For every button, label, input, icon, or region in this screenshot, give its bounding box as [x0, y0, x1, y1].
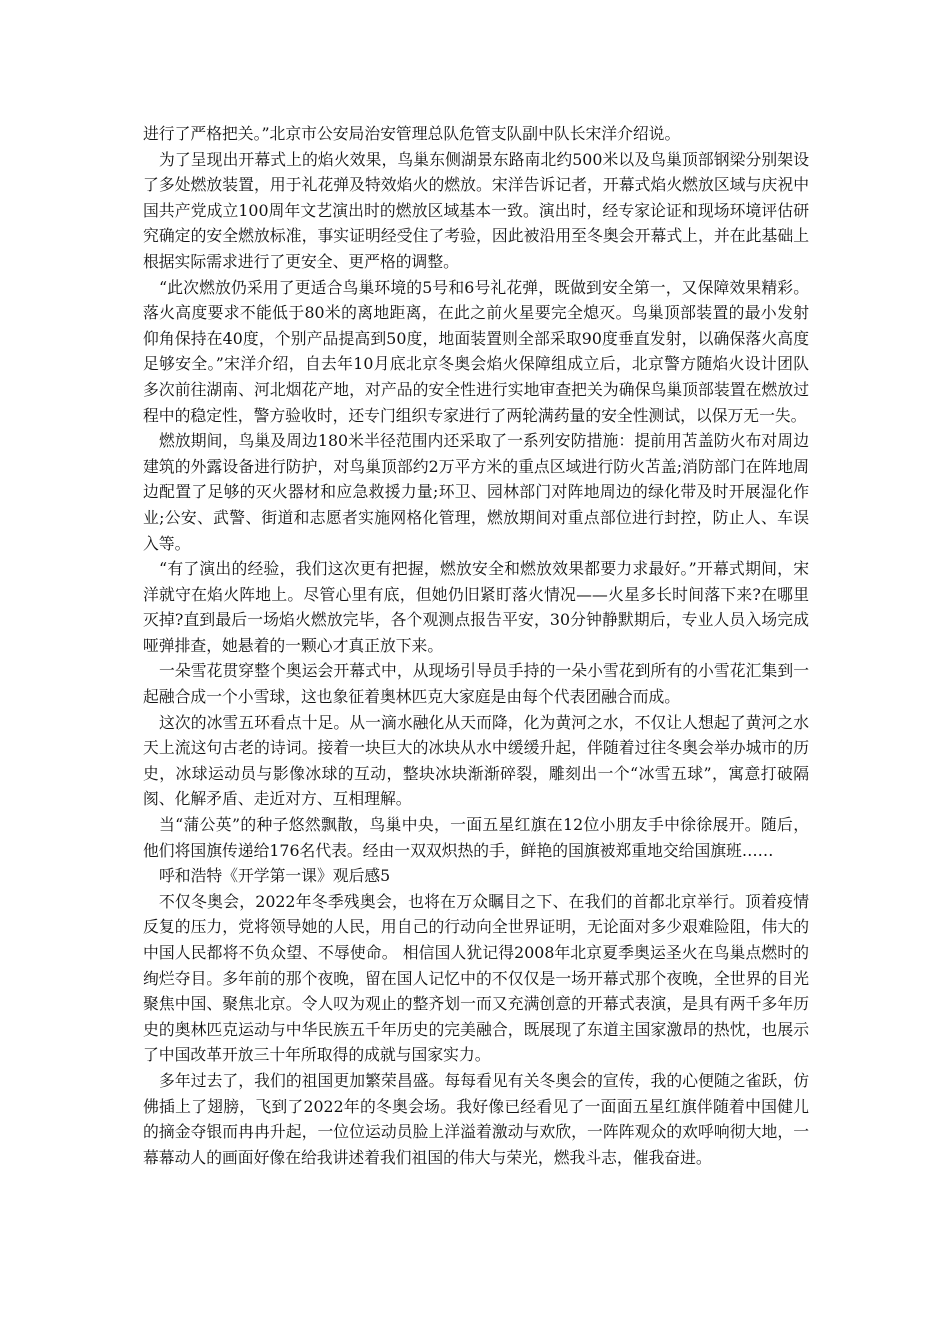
paragraph-performance-experience: “有了演出的经验，我们这次更有把握，燃放安全和燃放效果都要力求最好。”开幕式期间，宋洋就守在焰火阵地上。尽管心里有底，但她仍旧紧盯落火情况——火星多长时间落下来?在哪里灭掉?直到最后一场焰火燃放完毕，各个观测点报告平安，30分钟静默期后，专业人员入场完成哑弹排查，她悬着的一颗心才真正放下来。: [143, 559, 809, 655]
section-heading: 呼和浩特《开学第一课》观后感5: [159, 866, 391, 886]
paragraph-paralympics: 不仅冬奥会，2022年冬季残奥会，也将在万众瞩目之下、在我们的首都北京举行。顶着疫情反复的压力，党将领导她的人民，用自己的行动向全世界证明，无论面对多少艰难险阻，伟大的中国人民都将不负众望、不辱使命。 相信国人犹记得2008年北京夏季奥运圣火在鸟巢点燃时的绚烂夺目。多年前的那个夜晚，留在国人记忆中的不仅仅是一场开幕式那个夜晚，全世界的目光聚焦中国、聚焦北京。令人叹为观止的整齐划一而又充满创意的开幕式表演，是具有两千多年历史的奥林匹克运动与中华民族五千年历史的完美融合，既展现了东道主国家激昂的热忱，也展示了中国改革开放三十年所取得的成就与国家实力。: [143, 891, 809, 1065]
paragraph-fireworks-devices: 为了呈现出开幕式上的焰火效果，鸟巢东侧湖景东路南北约500米以及鸟巢顶部钢梁分别架设了多处燃放装置，用于礼花弹及特效焰火的燃放。宋洋告诉记者，开幕式焰火燃放区域与庆祝中国共产党成立100周年文艺演出时的燃放区域基本一致。演出时，经专家论证和现场环境评估研究确定的安全燃放标准，事实证明经受住了考验，因此被沿用至冬奥会开幕式上，并在此基础上根据实际需求进行了更安全、更严格的调整。: [143, 149, 809, 271]
paragraph-fireworks-shells: “此次燃放仍采用了更适合鸟巢环境的5号和6号礼花弹，既做到安全第一，又保障效果精彩。落火高度要求不能低于80米的离地距离，在此之前火星要完全熄灭。鸟巢顶部装置的最小发射仰角保持在40度，个别产品提高到50度，地面装置则全部采取90度垂直发射，以确保落火高度足够安全。”宋洋介绍，自去年10月底北京冬奥会焰火保障组成立后，北京警方随焰火设计团队多次前往湖南、河北烟花产地，对产品的安全性进行实地审查把关为确保鸟巢顶部装置在燃放过程中的稳定性，警方验收时，还专门组织专家进行了两轮满药量的安全性测试，以保万无一失。: [143, 277, 809, 425]
paragraph-snowflake: 一朵雪花贯穿整个奥运会开幕式中，从现场引导员手持的一朵小雪花到所有的小雪花汇集到一起融合成一个小雪球，这也象征着奥林匹克大家庭是由每个代表团融合而成。: [143, 661, 809, 707]
paragraph-continuation: 进行了严格把关。”北京市公安局治安管理总队危管支队副中队长宋洋介绍说。: [143, 124, 681, 143]
paragraph-national-flag: 当“蒲公英”的种子悠然飘散，鸟巢中央，一面五星红旗在12位小朋友手中徐徐展开。随后，他们将国旗传递给176名代表。经由一双双炽热的手，鲜艳的国旗被郑重地交给国旗班……: [143, 815, 809, 860]
paragraph-ice-rings: 这次的冰雪五环看点十足。从一滴水融化从天而降，化为黄河之水，不仅让人想起了黄河之水天上流这句古老的诗词。接着一块巨大的冰块从水中缓缓升起，伴随着过往冬奥会举办城市的历史，冰球运动员与影像冰球的互动，整块冰块渐渐碎裂，雕刻出一个“冰雪五球”，寓意打破隔阂、化解矛盾、走近对方、互相理解。: [143, 712, 809, 809]
paragraph-prosperity: 多年过去了，我们的祖国更加繁荣昌盛。每每看见有关冬奥会的宣传，我的心便随之雀跃，仿佛插上了翅膀，飞到了2022年的冬奥会场。我好像已经看见了一面面五星红旗伴随着中国健儿的摘金夺银而冉冉升起，一位位运动员脸上洋溢着激动与欢欣，一阵阵观众的欢呼响彻大地，一幕幕动人的画面好像在给我讲述着我们祖国的伟大与荣光，燃我斗志，催我奋进。: [143, 1070, 809, 1167]
document-body: [143, 121, 809, 1170]
paragraph-security-measures: 燃放期间，鸟巢及周边180米半径范围内还采取了一系列安防措施：提前用苫盖防火布对周边建筑的外露设备进行防护，对鸟巢顶部约2万平方米的重点区域进行防火苫盖;消防部门在阵地周边配置了足够的灭火器材和应急救援力量;环卫、园林部门对阵地周边的绿化带及时开展湿化作业;公安、武警、街道和志愿者实施网格化管理，燃放期间对重点部位进行封控，防止人、车误入等。: [143, 431, 809, 553]
